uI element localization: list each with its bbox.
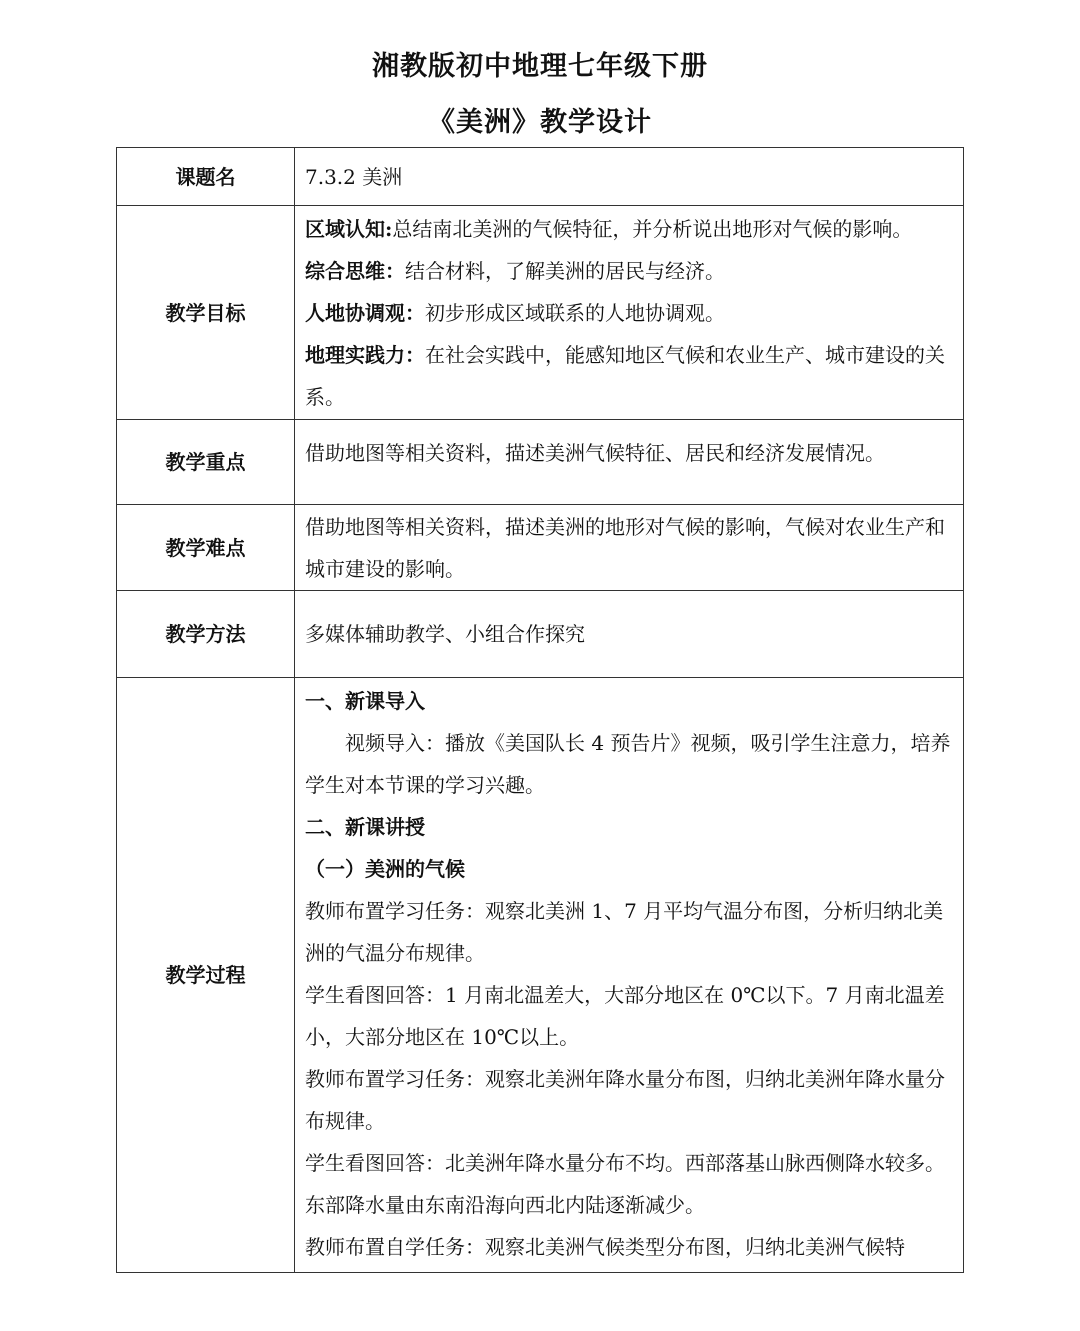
- table-row-methods: [117, 591, 964, 678]
- paragraph: 学生看图回答：1 月南北温差大，大部分地区在 0℃以下。7 月南北温差小，大部分地区在 10℃以上。: [305, 983, 945, 1049]
- goal-text: 初步形成区域联系的人地协调观。: [425, 300, 725, 325]
- lesson-plan-table: [116, 147, 964, 1273]
- goal-term: 综合思维：: [305, 258, 405, 283]
- document-title: 湘教版初中地理七年级下册: [372, 51, 708, 82]
- methods-text: 多媒体辅助教学、小组合作探究: [295, 591, 964, 678]
- goal-item: [305, 208, 955, 250]
- process-label: 教学过程: [117, 678, 295, 1273]
- key-points-text: 借助地图等相关资料，描述美洲气候特征、居民和经济发展情况。: [295, 420, 964, 505]
- paragraph: 教师布置学习任务：观察北美洲 1、7 月平均气温分布图，分析归纳北美洲的气温分布规律。: [305, 899, 944, 965]
- methods-label: 教学方法: [117, 591, 295, 678]
- topic-label: 课题名: [117, 148, 295, 206]
- goal-item: [305, 250, 955, 292]
- section-heading-intro: 一、新课导入: [305, 689, 425, 713]
- difficulties-label: 教学难点: [117, 505, 295, 591]
- section-heading-lecture: 二、新课讲授: [305, 815, 425, 839]
- subsection-heading-climate: （一）美洲的气候: [305, 857, 465, 881]
- topic-value: 7.3.2 美洲: [295, 148, 964, 206]
- difficulties-text: 借助地图等相关资料，描述美洲的地形对气候的影响，气候对农业生产和城市建设的影响。: [295, 505, 964, 591]
- document-subtitle: 《美洲》教学设计: [428, 107, 652, 138]
- paragraph: 学生看图回答：北美洲年降水量分布不均。西部落基山脉西侧降水较多。东部降水量由东南沿海向西北内陆逐渐减少。: [305, 1151, 945, 1217]
- goal-text: 总结南北美洲的气候特征，并分析说出地形对气候的影响。: [392, 216, 913, 241]
- goal-term: 区域认知:: [305, 216, 393, 241]
- goal-text: 结合材料，了解美洲的居民与经济。: [405, 258, 725, 283]
- paragraph: 教师布置自学任务：观察北美洲气候类型分布图，归纳北美洲气候特: [305, 1235, 905, 1259]
- goals-label: 教学目标: [117, 206, 295, 420]
- paragraph: 教师布置学习任务：观察北美洲年降水量分布图，归纳北美洲年降水量分布规律。: [305, 1067, 945, 1133]
- goal-text: 在社会实践中，能感知地区气候和农业生产、城市建设的关系。: [305, 342, 945, 409]
- goal-term: 人地协调观：: [305, 300, 425, 325]
- goals-content: [295, 206, 964, 420]
- goal-item: [305, 334, 955, 418]
- process-content: [295, 678, 964, 1273]
- goal-item: [305, 292, 955, 334]
- key-points-label: 教学重点: [117, 420, 295, 505]
- table-row-topic: [117, 148, 964, 206]
- table-row-goals: [117, 206, 964, 420]
- table-row-difficulties: [117, 505, 964, 591]
- table-row-process: [117, 678, 964, 1273]
- table-row-key-points: [117, 420, 964, 505]
- paragraph: 视频导入：播放《美国队长 4 预告片》视频，吸引学生注意力，培养学生对本节课的学习兴趣。: [305, 731, 951, 797]
- goal-term: 地理实践力：: [305, 342, 425, 367]
